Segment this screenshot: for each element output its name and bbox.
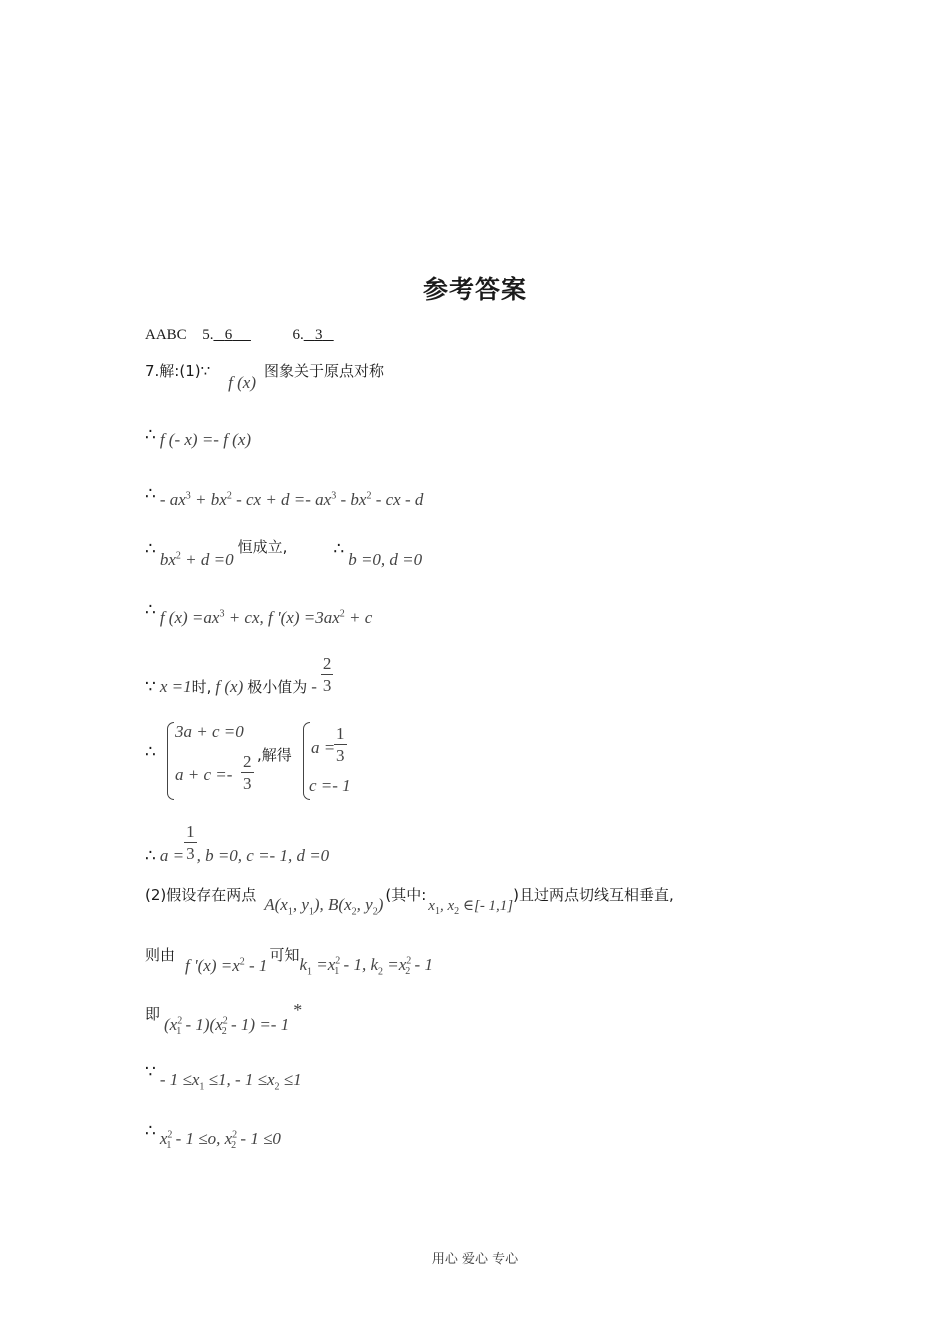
step-last: ∴ $x^2_1 - 1 \le o$, $x^2_2 - 1 \le 0$ [145, 1121, 281, 1152]
step-system: ∴ 3a + c =0 a + c =- $\frac{2}{3}$ ,解得 a = $\frac{1}{3}$ c =- 1 [145, 722, 445, 802]
step-range: ∵ - $1 \le x_1 \le 1$, - $1 \le x_2 \le 1$ [145, 1062, 302, 1093]
part2-intro: (2)假设存在两点 $A(x_1$, $y_1$), $B(x_2$, $y_2$) (其中: $x_1$, $x_2$ ∈[- 1,1])且过两点切线互相垂直, [145, 886, 674, 918]
page-title: 参考答案 [422, 275, 527, 304]
step-odd-function: ∴ f (- x) =- f (x) [145, 425, 252, 449]
q6-label: 6. [292, 327, 304, 343]
choice-answers: AABC [145, 327, 187, 343]
step-expand: ∴ - $ax^3 + bx^2$ - cx + $d =- ax^3 - bx^2$ - cx - d [145, 484, 424, 509]
step-identity: ∴ $bx^2 + d =0$ 恒成立, ∴ b =0, d =0 [145, 538, 423, 569]
step-function-form: ∴ f $(x) =ax^3$ + cx, f '$(x) =3ax^2 + c$ [145, 600, 373, 627]
q6-answer: 3 [314, 327, 323, 343]
q5-answer: 6 [224, 327, 233, 343]
page-footer: 用心 爱心 专心 [431, 1252, 519, 1267]
problem7-intro: 7.解:(1)∵ f (x) 图象关于原点对称 [145, 362, 385, 392]
step-product: 即 $(x^2_1 - 1)(x^2_2 - 1) =- 1$ * [145, 1000, 303, 1038]
answers-line [145, 327, 334, 344]
q5-label: 5. [202, 327, 214, 343]
step-minimum: ∵ x =1时, f (x) 极小值为 - $\frac{2}{3}$ [145, 654, 332, 698]
step-result: ∴ a = $\frac{1}{3}$ , b =0, c =- 1, d =0 [145, 822, 330, 867]
step-slopes: 则由 f '$(x) =x^2 - 1$ 可知$k_1 =x^2_1 - 1$, $k_2 =x^2_2 - 1$ [145, 946, 433, 978]
